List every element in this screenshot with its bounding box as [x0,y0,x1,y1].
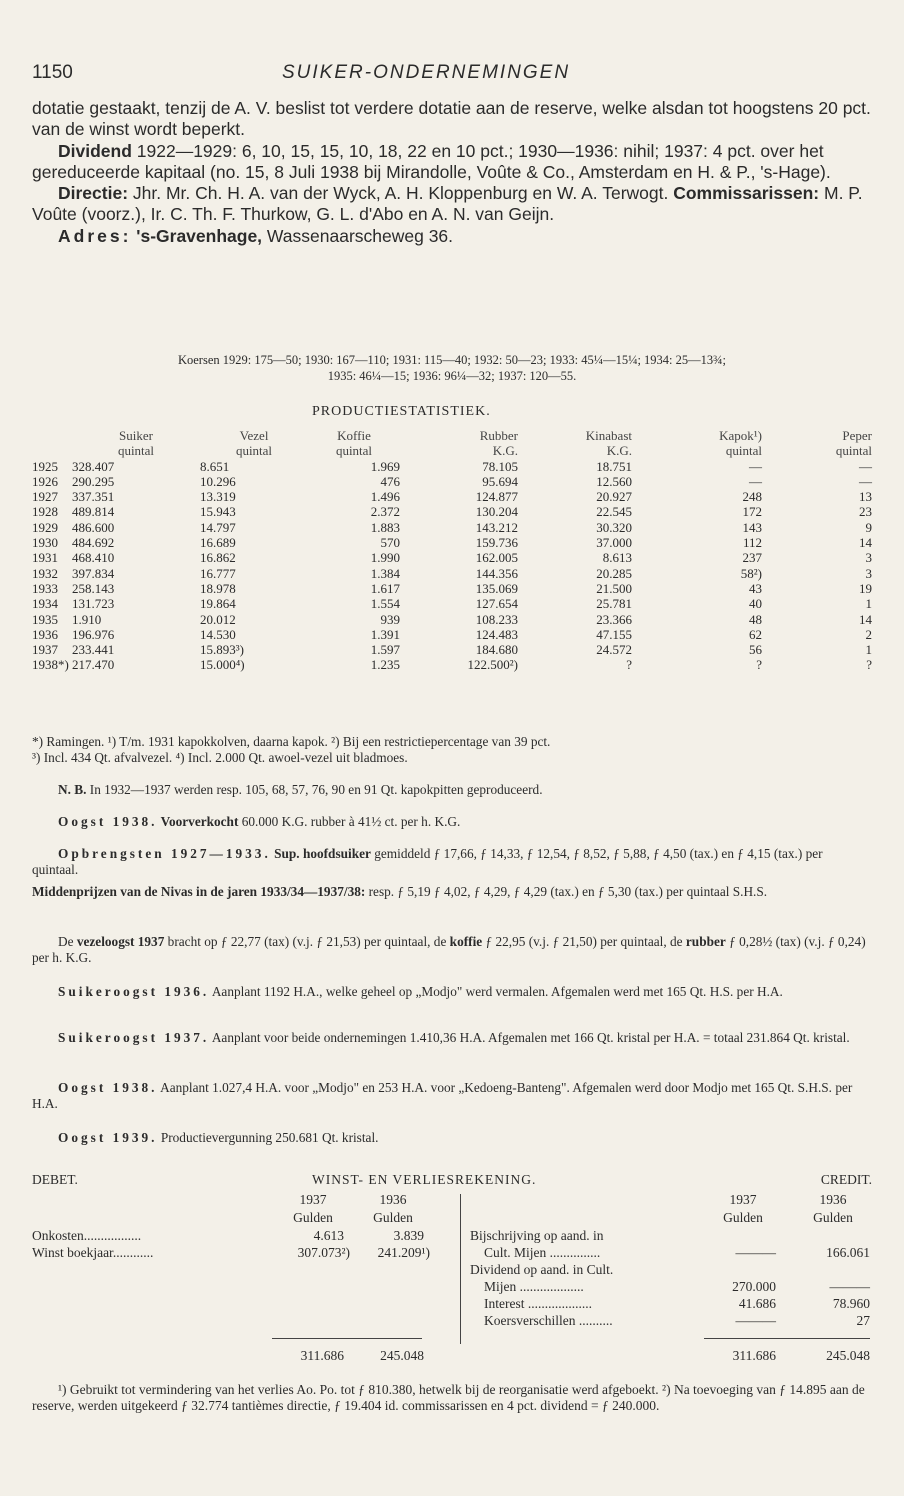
table-row [32,627,872,642]
dividend-paragraph [32,141,872,184]
credit-total-1937: 311.686 [732,1348,776,1363]
table-cell: 16.777 [200,565,236,581]
debit-total-1936: 245.048 [380,1348,424,1363]
nb-note [32,782,872,798]
vezeloogst-label: vezeloogst 1937 [76,934,165,949]
table-cell: 3 [865,550,872,566]
table-cell: 108.233 [475,611,518,627]
table-row [32,642,872,657]
row-year: 1930 [32,535,58,551]
table-cell: 484.692 [72,535,115,551]
credit-row-koersverschillen: Koersverschillen .......... [484,1313,613,1328]
table-cell: 184.680 [475,642,518,658]
debit-year-1936: 1936 [379,1192,407,1207]
row-year: 1938*) [32,657,69,673]
table-cell: 14 [859,611,872,627]
table-cell: 62 [749,626,762,642]
suikeroogst-1936-note [32,984,872,1000]
company-intro [32,98,872,247]
table-cell: 14.530 [200,626,236,642]
column-header: Vezel [239,428,269,443]
table-cell: 159.736 [475,535,518,551]
table-cell: 124.877 [475,489,518,505]
opbrengsten-text: gemiddeld ƒ 17,66, ƒ 14,33, ƒ 12,54, ƒ 8,52, ƒ 5,88, ƒ 4,50 (tax.) en ƒ 4,15 (tax.) per quintaal. [32,846,823,877]
table-row [32,657,872,672]
table-cell: 124.483 [475,626,518,642]
oogst-1938b-label: Oogst 1938. [58,1080,158,1095]
debit-total-1937: 311.686 [300,1348,344,1363]
middenprijzen-text: resp. ƒ 5,19 ƒ 4,02, ƒ 4,29, ƒ 4,29 (tax.) en ƒ 5,30 (tax.) per quintaal S.H.S. [365,884,768,899]
row-year: 1926 [32,473,58,489]
oogst-1938-text: 60.000 K.G. rubber à 41½ ct. per h. K.G. [238,814,461,829]
table-row [32,489,872,504]
table-cell: 328.407 [72,458,115,474]
table-cell: 1.969 [370,458,400,474]
table-cell: 468.410 [72,550,115,566]
table-cell: 162.005 [475,550,518,566]
oogst-1939-note [32,1130,872,1146]
management-paragraph [32,183,872,226]
table-cell: 10.296 [200,473,236,489]
onkosten-1937: 4.613 [313,1228,344,1243]
table-cell: 18.978 [200,580,236,596]
middenprijzen-note [32,884,872,900]
column-unit: quintal [235,443,273,459]
table-cell: 248 [742,489,762,505]
table-row [32,612,872,627]
koffie-label: koffie [449,934,483,949]
table-cell: 16.689 [200,535,236,551]
credit-row-bijschrijving-2: Cult. Mijen ............... [484,1245,601,1260]
credit-unit-1937: Gulden [723,1210,763,1225]
oogst-1938-label: Oogst 1938. [58,814,158,829]
table-cell: 37.000 [596,535,632,551]
row-year: 1936 [32,626,58,642]
table-cell: 8.613 [602,550,632,566]
table-row [32,535,872,550]
table-cell: 20.285 [596,565,632,581]
table-cell: 476 [380,473,400,489]
table-cell: 20.927 [596,489,632,505]
column-header: Suiker [119,428,153,443]
debit-year-1937: 1937 [299,1192,327,1207]
table-cell: 12.560 [596,473,632,489]
directie-label: Directie: [58,183,129,204]
vezeloogst-note: De vezeloogst 1937 bracht op ƒ 22,77 (tax) (v.j. ƒ 21,53) per quintaal, de koffie ƒ 22,95 (v.j. ƒ 21,50) per quintaal, de rubber ƒ 0,28½ (tax) (v.j. ƒ 0,24) per h. K.G. [32,934,866,965]
opbrengsten-note [32,846,872,878]
table-cell: 2.372 [370,504,400,520]
debit-row-onkosten: Onkosten................. [32,1228,142,1243]
production-table [32,428,872,673]
table-cell: 23.366 [596,611,632,627]
page-header [32,62,872,88]
column-unit: quintal [117,443,155,459]
table-cell: 9 [865,519,872,535]
row-year: 1927 [32,489,58,505]
production-header-names [32,428,872,443]
hoofdsuiker-label: Sup. hoofdsuiker [270,846,371,861]
table-cell: 22.545 [596,504,632,520]
suikeroogst-1937-label: Suikeroogst 1937. [58,1030,210,1045]
table-cell: 143.212 [475,519,518,535]
bijschrijving-1936: 166.061 [826,1245,870,1260]
column-header: Koffie [337,428,371,443]
table-row [32,566,872,581]
suikeroogst-1936-label: Suikeroogst 1936. [58,984,210,999]
table-cell: 25.781 [596,596,632,612]
debet-label: DEBET. [32,1172,78,1187]
row-year: 1934 [32,596,58,612]
running-title: SUIKER-ONDERNEMINGEN [282,62,571,83]
credit-year-1936: 1936 [819,1192,847,1207]
dividend-1937: 270.000 [732,1279,776,1294]
column-unit: K.G. [492,443,518,459]
koersen-line-1: Koersen 1929: 175—50; 1930: 167—110; 1931: 115—40; 1932: 50—23; 1933: 45¼—15¼; 1934: 25—13¾; [177,353,727,367]
table-cell: 14 [859,535,872,551]
onkosten-1936: 3.839 [393,1228,424,1243]
table-cell: 135.069 [475,580,518,596]
oogst-1938-sale [32,814,872,830]
table-cell: 130.204 [475,504,518,520]
column-unit: quintal [335,443,373,459]
profit-loss-account [32,1172,872,1372]
table-cell: 14.797 [200,519,236,535]
oogst-1938-note [32,1080,872,1112]
table-cell: — [749,473,762,489]
production-footnotes [32,734,872,766]
row-year: 1933 [32,580,58,596]
table-cell: 1.384 [370,565,400,581]
table-cell: 217.470 [72,657,115,673]
table-cell: 78.105 [482,458,518,474]
dividend-text: 1922—1929: 6, 10, 15, 15, 10, 18, 22 en 10 pct.; 1930—1936: nihil; 1937: 4 pct. over het gereduceerde kapitaal (no. 15, 8 Juli 1938 bij Mirandolle, Voûte & Co., Amsterdam en H. & P., 's-Hage). [32,140,831,182]
adres-street: Wassenaarscheweg 36. [262,225,454,246]
table-cell: 56 [749,642,762,658]
table-cell: 196.976 [72,626,115,642]
table-cell: 397.834 [72,565,115,581]
production-rows [32,459,872,673]
credit-sum-line [704,1338,870,1339]
nb-text: In 1932—1937 werden resp. 105, 68, 57, 76, 90 en 91 Qt. kapokpitten geproduceerd. [86,782,543,797]
middenprijzen-label: Middenprijzen van de Nivas in de jaren 1933/34—1937/38: [32,884,366,899]
table-cell: ? [756,657,762,673]
account-footnote: ¹) Gebruikt tot vermindering van het verlies Ao. Po. tot ƒ 810.380, hetwelk bij de reorganisatie werd afgeboekt. ²) Na toevoeging van ƒ 14.895 aan de reserve, werden uitgekeerd ƒ 32.774 tantièmes directie, ƒ 19.404 id. commissarissen en 4 pct. dividend = ƒ 240.000. [32,1382,865,1413]
credit-year-1937: 1937 [729,1192,757,1207]
row-year: 1931 [32,550,58,566]
winst-1937: 307.073²) [297,1245,350,1260]
table-cell: 1.554 [370,596,400,612]
table-cell: 290.295 [72,473,115,489]
koersverschillen-1936: 27 [856,1313,870,1328]
column-header: Peper [842,428,872,443]
column-header: Kinabast [585,428,632,443]
table-cell: 16.862 [200,550,236,566]
table-cell: 1.391 [370,626,400,642]
address-paragraph [32,226,872,247]
table-cell: 172 [742,504,762,520]
credit-total-1936: 245.048 [826,1348,870,1363]
debit-sum-line [272,1338,422,1339]
table-cell: 2 [865,626,872,642]
credit-unit-1936: Gulden [813,1210,853,1225]
table-cell: 19.864 [200,596,236,612]
table-cell: 1 [865,642,872,658]
debit-row-winst: Winst boekjaar............ [32,1245,154,1260]
oogst-1938b-text: Aanplant 1.027,4 H.A. voor „Modjo" en 253 H.A. voor „Kedoeng-Banteng". Afgemalen werd door Modjo met 165 Qt. S.H.S. per H.A. [32,1080,853,1111]
row-year: 1932 [32,565,58,581]
debit-unit-1936: Gulden [373,1210,413,1225]
table-cell: 30.320 [596,519,632,535]
koersverschillen-1937: ——— [735,1313,776,1328]
table-cell: 489.814 [72,504,115,520]
table-row [32,581,872,596]
table-cell: 19 [859,580,872,596]
row-year: 1928 [32,504,58,520]
interest-1937: 41.686 [738,1296,776,1311]
footnote-line-2: ³) Incl. 434 Qt. afvalvezel. ⁴) Incl. 2.000 Qt. awoel-vezel uit bladmoes. [32,750,408,765]
koersen-line-2: 1935: 46¼—15; 1936: 96¼—32; 1937: 120—55. [327,369,577,383]
table-cell: 18.751 [596,458,632,474]
opbrengsten-label: Opbrengsten 1927—1933. [58,846,271,861]
table-cell: 939 [380,611,400,627]
directie-text: Jhr. Mr. Ch. H. A. van der Wyck, A. H. Kloppenburg en W. A. Terwogt. [128,183,674,204]
column-header: Rubber [479,428,518,443]
profit-loss-title: WINST- EN VERLIESREKENING. [312,1172,537,1187]
voorverkocht-label: Voorverkocht [157,814,239,829]
table-row [32,474,872,489]
row-year: 1935 [32,611,58,627]
table-row [32,504,872,519]
table-row [32,596,872,611]
table-cell: — [749,458,762,474]
account-footnotes [32,1382,872,1414]
table-cell: 486.600 [72,519,115,535]
column-unit: quintal [725,443,762,459]
table-cell: 1.235 [370,657,400,673]
table-cell: 58²) [740,565,762,581]
interest-1936: 78.960 [832,1296,870,1311]
debit-unit-1937: Gulden [293,1210,333,1225]
table-row [32,459,872,474]
credit-row-interest: Interest ................... [484,1296,592,1311]
credit-row-dividend-2: Mijen ................... [484,1279,584,1294]
table-cell: 95.694 [482,473,518,489]
table-cell: 112 [742,535,762,551]
table-cell: 144.356 [475,565,518,581]
row-year: 1937 [32,642,58,658]
table-cell: 24.572 [596,642,632,658]
table-cell: 1.990 [370,550,400,566]
table-cell: 3 [865,565,872,581]
table-cell: 23 [859,504,872,520]
dividend-label: Dividend [58,140,132,161]
table-row [32,550,872,565]
table-cell: 237 [742,550,762,566]
dividend-1936: ——— [829,1279,870,1294]
page-number: 1150 [32,62,73,83]
intro-dotatie: dotatie gestaakt, tenzij de A. V. beslist tot verdere dotatie aan de reserve, welke alsdan tot hoogstens 20 pct. van de winst wordt beperkt. [32,98,871,140]
commissarissen-label: Commissarissen: [673,183,820,204]
table-cell: 122.500²) [467,657,518,673]
table-cell: 48 [749,611,762,627]
table-cell: 1.597 [370,642,400,658]
table-row [32,520,872,535]
table-cell: 1 [865,596,872,612]
rubber-label: rubber [685,934,726,949]
adres-city: 's-Gravenhage, [131,225,263,246]
table-cell: 20.012 [200,611,236,627]
table-cell: 21.500 [596,580,632,596]
table-cell: 40 [749,596,762,612]
table-cell: — [859,473,872,489]
table-cell: 233.441 [72,642,115,658]
suikeroogst-1937-text: Aanplant voor beide ondernemingen 1.410,36 H.A. Afgemalen met 166 Qt. kristal per H.A. = totaal 231.864 Qt. kristal. [209,1030,850,1045]
table-cell: 8.651 [200,458,230,474]
table-cell: 13 [859,489,872,505]
table-cell: 131.723 [72,596,115,612]
production-header-units [32,443,872,458]
table-cell: 43 [749,580,762,596]
table-cell: ? [626,657,632,673]
column-header: Kapok¹) [719,428,762,443]
adres-label: Adres: [58,225,132,246]
suikeroogst-1937-note [32,1030,872,1046]
table-cell: 15.943 [200,504,236,520]
oogst-1939-text: Productievergunning 250.681 Qt. kristal. [157,1130,379,1145]
table-cell: 570 [380,535,400,551]
bijschrijving-1937: ——— [735,1245,776,1260]
table-cell: 13.319 [200,489,236,505]
table-cell: 143 [742,519,762,535]
credit-label: CREDIT. [820,1172,872,1187]
oogst-1939-label: Oogst 1939. [58,1130,158,1145]
table-cell: 15.000⁴) [200,657,245,673]
table-cell: 127.654 [475,596,518,612]
credit-row-dividend-1: Dividend op aand. in Cult. [470,1262,614,1277]
credit-row-bijschrijving-1: Bijschrijving op aand. in [470,1228,604,1243]
table-cell: 258.143 [72,580,115,596]
table-cell: 1.617 [370,580,400,596]
row-year: 1925 [32,458,58,474]
column-unit: quintal [835,443,872,459]
winst-1936: 241.209¹) [377,1245,430,1260]
share-prices [32,352,872,384]
table-cell: 1.910 [72,611,102,627]
column-unit: K.G. [606,443,632,459]
production-title: PRODUCTIESTATISTIEK. [312,404,491,419]
table-cell: — [859,458,872,474]
table-cell: 337.351 [72,489,115,505]
commissarissen-text: M. P. Voûte (voorz.), Ir. C. Th. F. Thurkow, G. L. d'Abo en A. N. van Geijn. [32,183,863,225]
table-cell: 47.155 [596,626,632,642]
row-year: 1929 [32,519,58,535]
nb-label: N. B. [58,782,87,797]
footnote-line-1: *) Ramingen. ¹) T/m. 1931 kapokkolven, daarna kapok. ²) Bij een restrictiepercentage van 39 pct. [32,734,551,749]
table-cell: 1.496 [370,489,400,505]
table-cell: 1.883 [370,519,400,535]
table-cell: 15.893³) [200,642,244,658]
table-cell: ? [866,657,872,673]
account-divider [460,1194,461,1344]
suikeroogst-1936-text: Aanplant 1192 H.A., welke geheel op „Modjo" werd vermalen. Afgemalen werd met 165 Qt. H.S. per H.A. [209,984,783,999]
